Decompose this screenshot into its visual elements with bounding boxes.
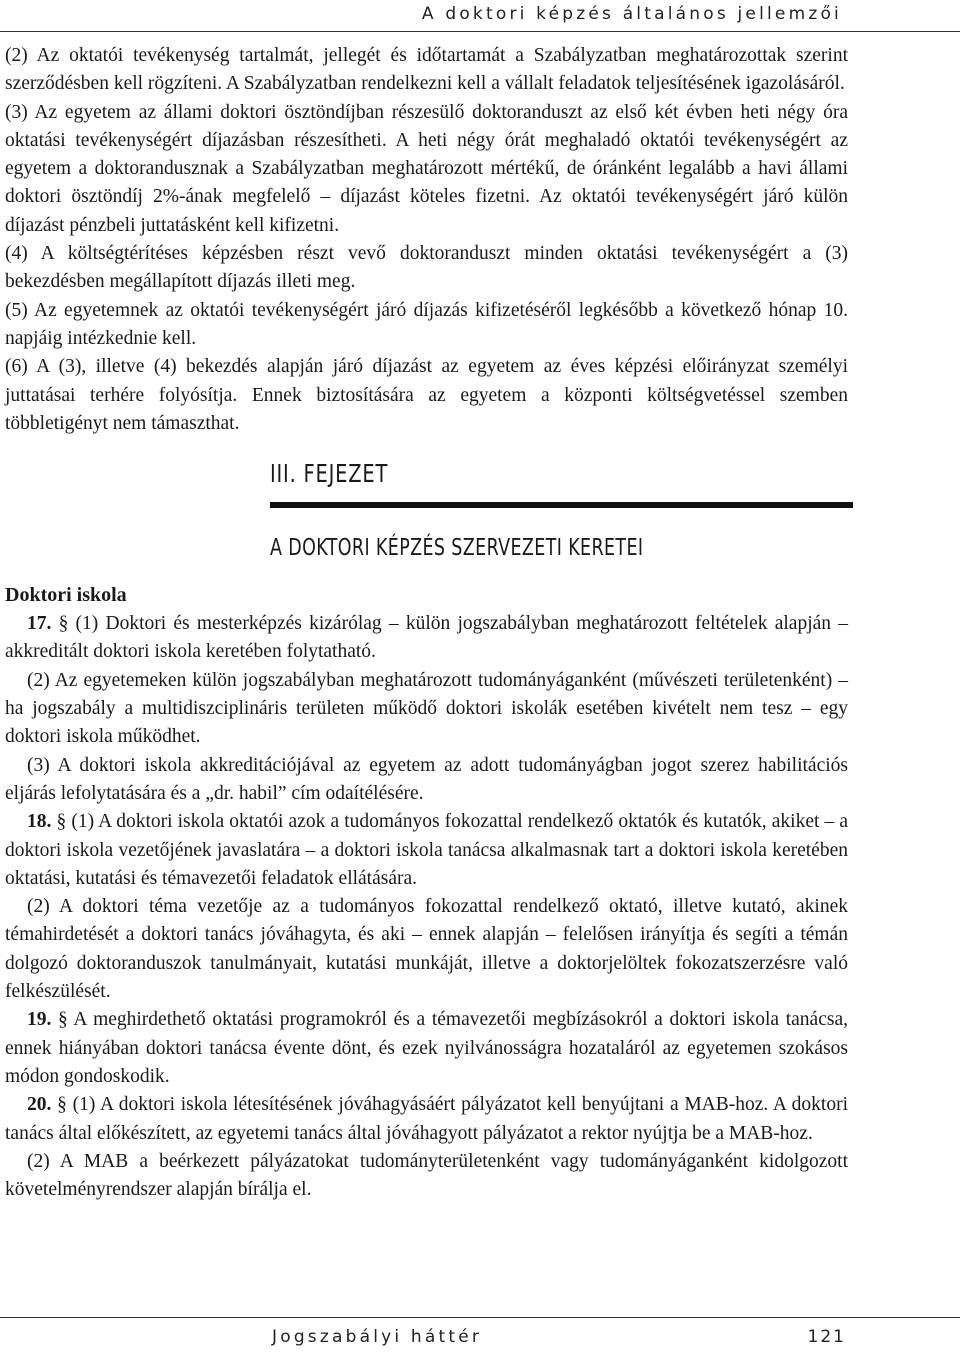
paragraph-4: (4) A költségtérítéses képzésben részt vevő doktoranduszt minden oktatási tevékenységért a (3) bekezdésben megállapított díjazás illeti meg. — [5, 243, 848, 293]
section-18-paragraph-1 — [5, 808, 848, 893]
section-20-number: 20. — [27, 1094, 52, 1116]
chapter-title: A DOKTORI KÉPZÉS SZERVEZETI KERETEI — [270, 535, 644, 562]
section-19-number: 19. — [27, 1009, 52, 1031]
section-20-paragraph-2: (2) A MAB a beérkezett pályázatokat tudományterületenként vagy tudományáganként kidolgozott követelményrendszer alapján bírálja el. — [5, 1150, 848, 1201]
footer-rule — [0, 1317, 960, 1318]
section-19-paragraph-1 — [5, 1006, 848, 1091]
section-18-paragraph-2: (2) A doktori téma vezetője az a tudományos fokozattal rendelkező oktató, illetve kutató, akinek témahirdetését a doktori tanács jóváhagyta, és aki – ennek alapján – felelősen irányítja és segíti a témán dolgozó doktoranduszok tanulmányait, kutatási munkáját, illetve a doktorjelöltek fokozatszerzésre való felkészülését. — [5, 896, 848, 1003]
section-17-text: § (1) Doktori és mesterképzés kizárólag – külön jogszabályban meghatározott feltételek alapján – akkreditált doktori iskola keretében folytatható. — [5, 613, 848, 663]
section-17-paragraph-1 — [5, 610, 848, 667]
paragraph-3: (3) Az egyetem az állami doktori ösztöndíjban részesülő doktoranduszt az első két évben heti négy óra oktatási tevékenységért díjazásban részesítheti. A heti négy órát meghaladó oktatói tevékenységért az egyetem a doktorandusznak a Szabályzatban meghatározott mértékű, de óránként legalább a havi állami doktori ösztöndíj 2%-ának megfelelő – díjazást köteles fizetni. Az oktatói tevékenységért járó külön díjazást pénzbeli juttatásként kell kifizetni. — [5, 101, 848, 236]
section-20-paragraph-1 — [5, 1091, 848, 1148]
chapter-number: III. FEJEZET — [270, 459, 389, 489]
section-17-paragraph-3: (3) A doktori iskola akkreditációjával az egyetem az adott tudományágban jogot szerez habilitációs eljárás lefolytatására és a „dr. habil” cím odaítélésére. — [5, 754, 848, 804]
paragraph-6: (6) A (3), illetve (4) bekezdés alapján járó díjazást az egyetem az éves képzési előirányzat személyi juttatásai terhére folyósítja. Ennek biztosítására az egyetem a központi költségvetéssel szemben többletigényt nem támaszthat. — [5, 356, 848, 434]
section-heading: Doktori iskola — [5, 584, 127, 607]
section-17-paragraph-2: (2) Az egyetemeken külön jogszabályban meghatározott tudományáganként (művészeti területenként) – ha jogszabály a multidiszciplináris területen működő doktori iskolák esetében kivételt nem tesz – egy doktori iskola működhet. — [5, 669, 848, 748]
section-20-text: § (1) A doktori iskola létesítésének jóváhagyásáért pályázatot kell benyújtani a MAB-hoz. A doktori tanács által előkészített, az egyetemi tanács által jóváhagyott pályázatot a rektor nyújtja be a MAB-hoz. — [5, 1094, 848, 1144]
paragraph-5: (5) Az egyetemnek az oktatói tevékenységért járó díjazás kifizetéséről legkésőbb a következő hónap 10. napjáig intézkednie kell. — [5, 299, 848, 349]
footer-title: Jogszabályi háttér — [272, 1327, 483, 1347]
section-18-number: 18. — [27, 811, 52, 833]
section-18-text: § (1) A doktori iskola oktatói azok a tudományos fokozattal rendelkező oktatók és kutatók, akiket – a doktori iskola vezetőjének javaslatára – a doktori iskola tanácsa alkalmasnak tart a doktori iskola keretében oktatási, kutatási és témavezetői feladatok ellátására. — [5, 811, 848, 889]
chapter-rule — [270, 502, 853, 508]
chapter-heading-block — [270, 452, 853, 568]
section-17-number: 17. — [27, 613, 52, 635]
section-19-text: § A meghirdethető oktatási programokról és a témavezetői megbízásokról a doktori iskola tanácsa, ennek hiányában doktori tanácsa évente dönt, és ezek nyilvánosságra hozataláról az egyetemen szokásos módon gondoskodik. — [5, 1009, 848, 1087]
page-body — [5, 42, 848, 1204]
page-number: 121 — [807, 1327, 846, 1347]
header-rule — [0, 31, 960, 32]
paragraph-2: (2) Az oktatói tevékenység tartalmát, jellegét és időtartamát a Szabályzatban meghatározottak szerint szerződésben kell rögzíteni. A Szabályzatban rendelkezni kell a vállalt feladatok teljesítésének igazolásáról. — [5, 45, 848, 95]
running-head: A doktori képzés általános jellemzői — [421, 4, 842, 24]
